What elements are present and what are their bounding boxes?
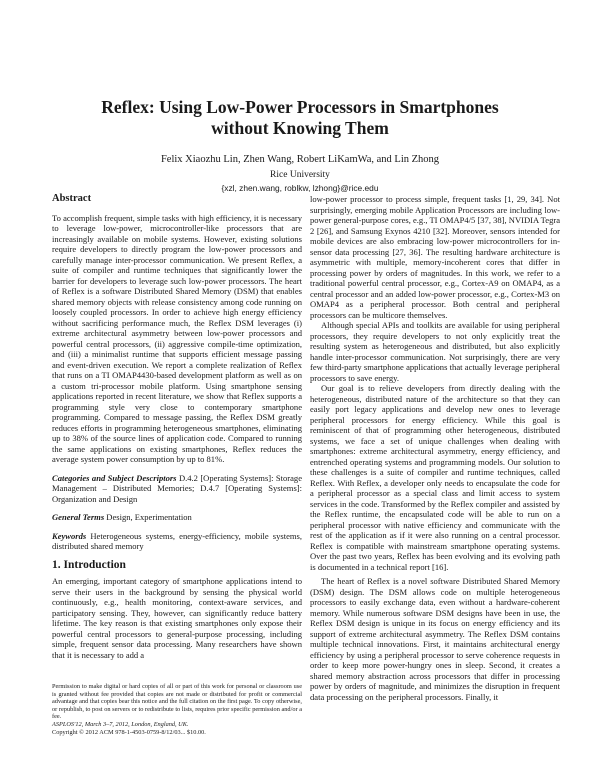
copyright-line: Copyright © 2012 ACM 978-1-4503-0759-8/12/03... $10.00.: [52, 728, 206, 736]
left-column: [52, 194, 302, 660]
intro-heading: 1. Introduction: [52, 558, 126, 571]
categories-block: [52, 473, 302, 505]
author-emails: {xzl, zhen.wang, roblkw, lzhong}@rice.edu: [221, 183, 379, 193]
categories-text: D.4.2 [Operating Systems]: Storage Management – Distributed Memories; D.4.7 [Operating Systems]: Organization and Design: [52, 472, 303, 504]
right-paragraph-3: Our goal is to relieve developers from directly dealing with the heterogeneous, distributed nature of the architecture so that they can easily port legacy applications and develop new ones to leverage peripheral processors for energy efficiency. While this goal is reminiscent of that of programming other heterogeneous, distributed systems, we face a set of unique challenges when dealing with smartphones: extreme architectural asymmetry, energy efficiency, and entrenched operating systems and programming models. Our solution to these challenges is a suite of compiler and runtime techniques, called Reflex. With Reflex, a developer only needs to encapsulate the code for a peripheral processor as a special class and limit access to system services in the code. Transformed by the Reflex compiler and assisted by the Reflex runtime, the encapsulated code will be able to run on a peripheral processor with native efficiency and communicate with the rest of the application as if it were also running on a central processor. Reflex is compatible with mainstream smartphone operating systems. Over the past two years, Reflex has been evolving and its evolving path is documented in a technical report [16].: [310, 383, 560, 572]
categories-label: Categories and Subject Descriptors: [52, 472, 177, 483]
right-paragraph-4: The heart of Reflex is a novel software Distributed Shared Memory (DSM) design. The DSM allows code on multiple heterogeneous processors to easily exchange data, even without a hardware-coherent memory. While numerous software DSM designs have been in use, the Reflex DSM design is unique in its focus on energy efficiency and its support of extreme architectural asymmetry. The Reflex DSM contains multiple technical innovations. First, it maintains architectural energy efficiency by using a peripheral processor to serve coherence requests in order to keep more power-hungry ones in sleep. Second, it creates a shared memory abstraction across processors that differ in processing power by orders of magnitude, and minimizes the disruption in frequent data processing on the peripheral processors. Finally, it: [310, 576, 560, 702]
keywords-text: Heterogeneous systems, energy-efficiency, mobile systems, distributed shared memory: [52, 530, 302, 551]
right-column: [310, 194, 560, 702]
conference-info: ASPLOS'12, March 3–7, 2012, London, England, UK.: [52, 720, 189, 728]
general-terms-label: General Terms: [52, 512, 105, 522]
title-line-1: Reflex: Using Low-Power Processors in Smartphones: [101, 97, 499, 117]
right-paragraph-2: Although special APIs and toolkits are available for using peripheral processors, they require developers to not only explicitly treat the resulting system as heterogeneous and distributed, but also explicitly handle inter-processor communication. Not surprisingly, there are very few third-party smartphone applications that actually leverage peripheral processors to save energy.: [310, 320, 560, 383]
general-terms-block: [52, 512, 302, 523]
right-paragraph-1: low-power processor to process simple, frequent tasks [1, 29, 34]. Not surprisingly, emerging mobile Application Processors are including low-power general-purpose cores, e.g., TI OMAP4/5 [37, 38], NVIDIA Tegra 2 [26], and Samsung Exynos 4210 [32]. Moreover, sensors intended for mobile devices are also embracing low-power microcontrollers for in-sensor data processing [27, 36]. The resulting hardware architecture is asymmetric with multiple, memory-incoherent cores that differ in processing power by orders of magnitudes. In this work, we refer to a traditional powerful central processor, e.g., Cortex-A9 on OMAP4, as a central processor and an added low-power processor, e.g., Cortex-M3 on OMAP4 as a peripheral processor. Both central and peripheral processors can be multicore themselves.: [310, 194, 560, 320]
abstract-heading: Abstract: [52, 193, 92, 204]
permission-notice: [52, 683, 302, 736]
keywords-block: [52, 531, 302, 552]
paper-title: [40, 97, 560, 139]
keywords-label: Keywords: [52, 530, 87, 541]
title-line-2: without Knowing Them: [211, 118, 389, 138]
permission-text: Permission to make digital or hard copies of all or part of this work for personal or classroom use is granted without fee provided that copies are not made or distributed for profit or commercial advantage and that copies bear this notice and the full citation on the first page. To copy otherwise, or republish, to post on servers or to redistribute to lists, requires prior specific permission and/or a fee.: [52, 683, 302, 721]
intro-paragraph-1: An emerging, important category of smartphone applications intend to serve their users in the background by sensing the physical world continuously, e.g., health monitoring, context-aware services, and participatory sensing. They, however, can significantly reduce battery lifetime. The key reason is that existing smartphones only expose their powerful central processors to general-purpose processing, including simple, frequent sensor data processing. Many researchers have shown that it is necessary to add a: [52, 576, 302, 660]
author-list: Felix Xiaozhu Lin, Zhen Wang, Robert LiKamWa, and Lin Zhong: [160, 154, 440, 165]
general-terms-text: Design, Experimentation: [106, 512, 192, 522]
abstract-text: To accomplish frequent, simple tasks with high efficiency, it is necessary to leverage low-power, microcontroller-like processors that are increasingly available on mobile systems. However, existing solutions require developers to directly program the low-power processors and carefully manage inter-processor communication. We present Reflex, a suite of compiler and runtime techniques that significantly lower the barrier for developers to leverage such low-power processors. The heart of Reflex is a software Distributed Shared Memory (DSM) that enables shared memory objects with release consistency among code running on loosely coupled processors. In order to achieve high energy efficiency without sacrificing performance much, the Reflex DSM leverages (i) extreme architectural asymmetry between low-power processors and powerful central processors, (ii) aggressive compile-time optimization, and (iii) a minimalist runtime that supports efficient message passing and event-driven execution. We report a complete realization of Reflex that runs on a TI OMAP4430-based development platform as well as on a custom tri-processor mobile platform. Using smartphone sensing applications reported in recent literature, we show that Reflex supports a programming style very close to contemporary smartphone programming. Compared to message passing, the Reflex DSM greatly reduces efforts in programming heterogeneous smartphones, eliminating up to 38% of the source lines of application code. Compared to running the same applications on existing smartphones, Reflex reduces the average system power consumption by up to 81%.: [52, 212, 302, 464]
institution: Rice University: [270, 170, 330, 180]
